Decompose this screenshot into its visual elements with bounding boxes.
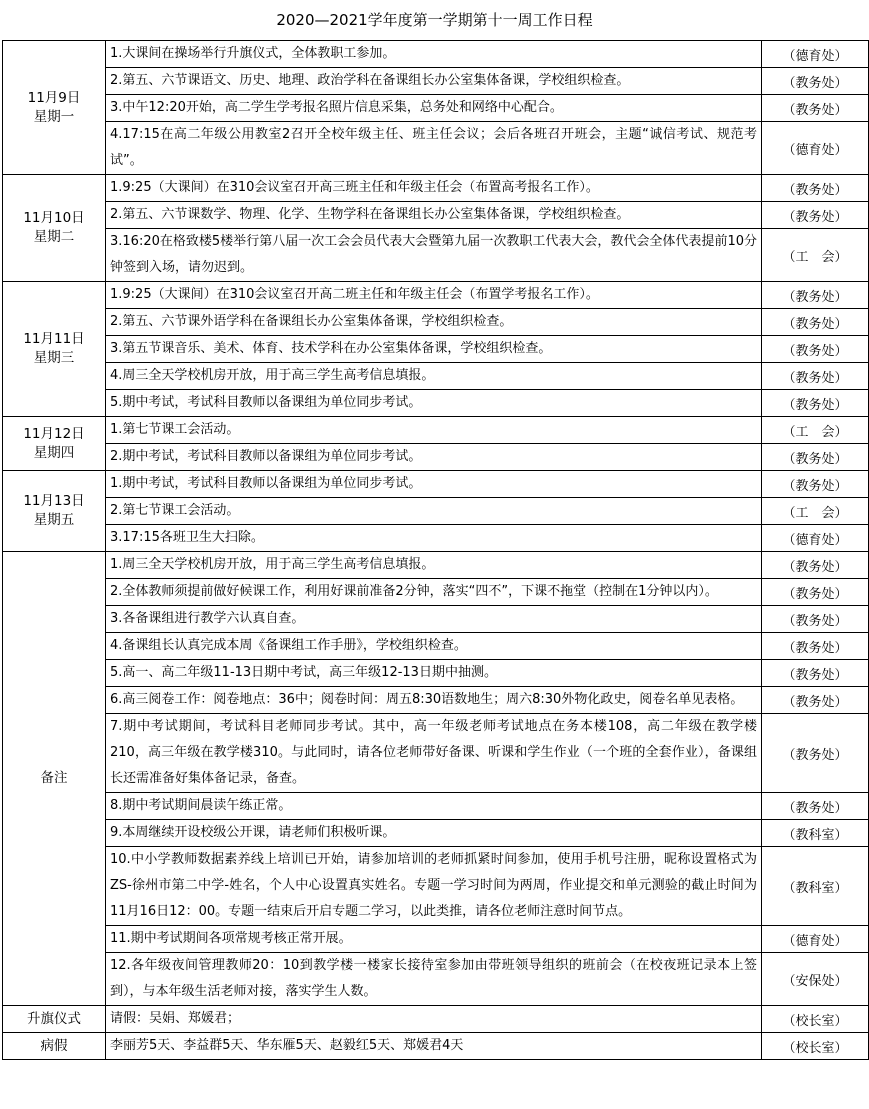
- schedule-row: [3, 363, 869, 390]
- note-row: [3, 953, 869, 1006]
- dept-label: （德育处）: [762, 41, 869, 68]
- dept-label: （工 会）: [762, 417, 869, 444]
- day-weekday: 星期一: [33, 108, 75, 125]
- note-text: 4.备课组长认真完成本周《备课组工作手册》，学校组织检查。: [106, 633, 762, 660]
- dept-label: （工 会）: [762, 229, 869, 282]
- dept-label: （教务处）: [762, 552, 869, 579]
- day-cell: [3, 41, 106, 175]
- schedule-row: [3, 336, 869, 363]
- schedule-row: [3, 417, 869, 444]
- schedule-row: [3, 202, 869, 229]
- dept-label: （教务处）: [762, 68, 869, 95]
- task-text: 3.中午12:20开始，高二学生学考报名照片信息采集，总务处和网络中心配合。: [106, 95, 762, 122]
- schedule-row: [3, 229, 869, 282]
- dept-label: （教务处）: [762, 660, 869, 687]
- task-text: 3.17:15各班卫生大扫除。: [106, 525, 762, 552]
- day-cell: [3, 282, 106, 417]
- task-text: 1.9:25（大课间）在310会议室召开高二班主任和年级主任会（布置学考报名工作）。: [106, 282, 762, 309]
- day-cell: [3, 417, 106, 471]
- note-row: [3, 633, 869, 660]
- task-text: 1.第七节课工会活动。: [106, 417, 762, 444]
- note-text: 9.本周继续开设校级公开课，请老师们积极听课。: [106, 820, 762, 847]
- schedule-row: [3, 471, 869, 498]
- dept-label: （教科室）: [762, 820, 869, 847]
- schedule-row: [3, 444, 869, 471]
- dept-label: （教务处）: [762, 793, 869, 820]
- schedule-row: [3, 498, 869, 525]
- note-row: [3, 579, 869, 606]
- task-text: 2.期中考试，考试科目教师以备课组为单位同步考试。: [106, 444, 762, 471]
- task-text: 2.第五、六节课语文、历史、地理、政治学科在备课组长办公室集体备课，学校组织检查。: [106, 68, 762, 95]
- task-text: 1.9:25（大课间）在310会议室召开高三班主任和年级主任会（布置高考报名工作）。: [106, 175, 762, 202]
- day-date: 11月10日: [23, 210, 85, 226]
- dept-label: （教科室）: [762, 847, 869, 926]
- dept-label: （教务处）: [762, 714, 869, 793]
- dept-label: （教务处）: [762, 363, 869, 390]
- dept-label: （校长室）: [762, 1006, 869, 1033]
- schedule-row: [3, 390, 869, 417]
- day-date: 11月13日: [23, 493, 85, 509]
- schedule-row: [3, 175, 869, 202]
- task-text: 4.周三全天学校机房开放，用于高三学生高考信息填报。: [106, 363, 762, 390]
- dept-label: （教务处）: [762, 606, 869, 633]
- flag-row: [3, 1006, 869, 1033]
- note-text: 1.周三全天学校机房开放，用于高三学生高考信息填报。: [106, 552, 762, 579]
- page-title: 2020—2021学年度第一学期第十一周工作日程: [276, 11, 593, 29]
- flag-label: 升旗仪式: [3, 1006, 106, 1033]
- note-text: 8.期中考试期间晨读午练正常。: [106, 793, 762, 820]
- dept-label: （校长室）: [762, 1033, 869, 1060]
- task-text: 3.16:20在格致楼5楼举行第八届一次工会会员代表大会暨第九届一次教职工代表大会，教代会全体代表提前10分钟签到入场，请勿迟到。: [106, 229, 762, 282]
- dept-label: （教务处）: [762, 282, 869, 309]
- sick-text: 李丽芳5天、李益群5天、华东雁5天、赵毅红5天、郑媛君4天: [106, 1033, 762, 1060]
- note-row: [3, 847, 869, 926]
- task-text: 2.第五、六节课外语学科在备课组长办公室集体备课，学校组织检查。: [106, 309, 762, 336]
- schedule-row: [3, 122, 869, 175]
- note-text: 3.各备课组进行教学六认真自查。: [106, 606, 762, 633]
- note-text: 5.高一、高二年级11-13日期中考试，高三年级12-13日期中抽测。: [106, 660, 762, 687]
- task-text: 4.17:15在高二年级公用教室2召开全校年级主任、班主任会议；会后各班召开班会，主题“诚信考试、规范考试”。: [106, 122, 762, 175]
- note-text: 12.各年级夜间管理教师20：10到教学楼一楼家长接待室参加由带班领导组织的班前会（在校夜班记录本上签到），与本年级生活老师对接，落实学生人数。: [106, 953, 762, 1006]
- schedule-row: [3, 95, 869, 122]
- dept-label: （教务处）: [762, 633, 869, 660]
- dept-label: （德育处）: [762, 926, 869, 953]
- dept-label: （教务处）: [762, 579, 869, 606]
- dept-label: （教务处）: [762, 309, 869, 336]
- task-text: 5.期中考试，考试科目教师以备课组为单位同步考试。: [106, 390, 762, 417]
- dept-label: （教务处）: [762, 95, 869, 122]
- task-text: 1.大课间在操场举行升旗仪式，全体教职工参加。: [106, 41, 762, 68]
- note-text: 10.中小学教师数据素养线上培训已开始，请参加培训的老师抓紧时间参加，使用手机号注册，昵称设置格式为ZS-徐州市第二中学-姓名，个人中心设置真实姓名。专题一学习时间为两周，作业提交和单元测验的截止时间为11月16日12：00。专题一结束后开启专题二学习，以此类推，请各位老师注意时间节点。: [106, 847, 762, 926]
- dept-label: （教务处）: [762, 687, 869, 714]
- note-text: 11.期中考试期间各项常规考核正常开展。: [106, 926, 762, 953]
- day-cell: [3, 175, 106, 282]
- sick-label: 病假: [3, 1033, 106, 1060]
- task-text: 1.期中考试，考试科目教师以备课组为单位同步考试。: [106, 471, 762, 498]
- schedule-row: [3, 282, 869, 309]
- dept-label: （安保处）: [762, 953, 869, 1006]
- dept-label: （教务处）: [762, 390, 869, 417]
- day-date: 11月11日: [23, 331, 85, 347]
- task-text: 2.第五、六节课数学、物理、化学、生物学科在备课组长办公室集体备课，学校组织检查。: [106, 202, 762, 229]
- day-weekday: 星期三: [33, 350, 75, 366]
- schedule-row: [3, 68, 869, 95]
- note-row: [3, 606, 869, 633]
- flag-text: 请假：吴娟、郑媛君；: [106, 1006, 762, 1033]
- dept-label: （教务处）: [762, 471, 869, 498]
- day-weekday: 星期四: [33, 444, 75, 461]
- note-text: 6.高三阅卷工作：阅卷地点：36中；阅卷时间：周五8:30语数地生；周六8:30外物化政史，阅卷名单见表格。: [106, 687, 762, 714]
- schedule-row: [3, 41, 869, 68]
- day-weekday: 星期五: [33, 512, 75, 528]
- task-text: 2.第七节课工会活动。: [106, 498, 762, 525]
- note-row: [3, 820, 869, 847]
- note-text: 7.期中考试期间，考试科目老师同步考试。其中，高一年级老师考试地点在务本楼108，高二年级在教学楼210，高三年级在教学楼310。与此同时，请各位老师带好备课、听课和学生作业（一个班的全套作业），备课组长还需准备好集体备记录，备查。: [106, 714, 762, 793]
- note-row: [3, 660, 869, 687]
- sick-row: [3, 1033, 869, 1060]
- day-weekday: 星期二: [33, 229, 75, 245]
- task-text: 3.第五节课音乐、美术、体育、技术学科在办公室集体备课，学校组织检查。: [106, 336, 762, 363]
- dept-label: （工 会）: [762, 498, 869, 525]
- day-cell: [3, 471, 106, 552]
- dept-label: （教务处）: [762, 202, 869, 229]
- dept-label: （德育处）: [762, 525, 869, 552]
- dept-label: （教务处）: [762, 336, 869, 363]
- notes-label: 备注: [3, 552, 106, 1006]
- note-row: [3, 926, 869, 953]
- dept-label: （教务处）: [762, 444, 869, 471]
- schedule-table: [2, 40, 869, 1060]
- dept-label: （教务处）: [762, 175, 869, 202]
- day-date: 11月12日: [23, 425, 85, 442]
- day-date: 11月9日: [27, 89, 81, 106]
- schedule-row: [3, 525, 869, 552]
- note-row: [3, 687, 869, 714]
- note-row: [3, 793, 869, 820]
- dept-label: （德育处）: [762, 122, 869, 175]
- note-row: [3, 714, 869, 793]
- note-row: [3, 552, 869, 579]
- note-text: 2.全体教师须提前做好候课工作，利用好课前准备2分钟，落实“四不”，下课不拖堂（控制在1分钟以内）。: [106, 579, 762, 606]
- schedule-row: [3, 309, 869, 336]
